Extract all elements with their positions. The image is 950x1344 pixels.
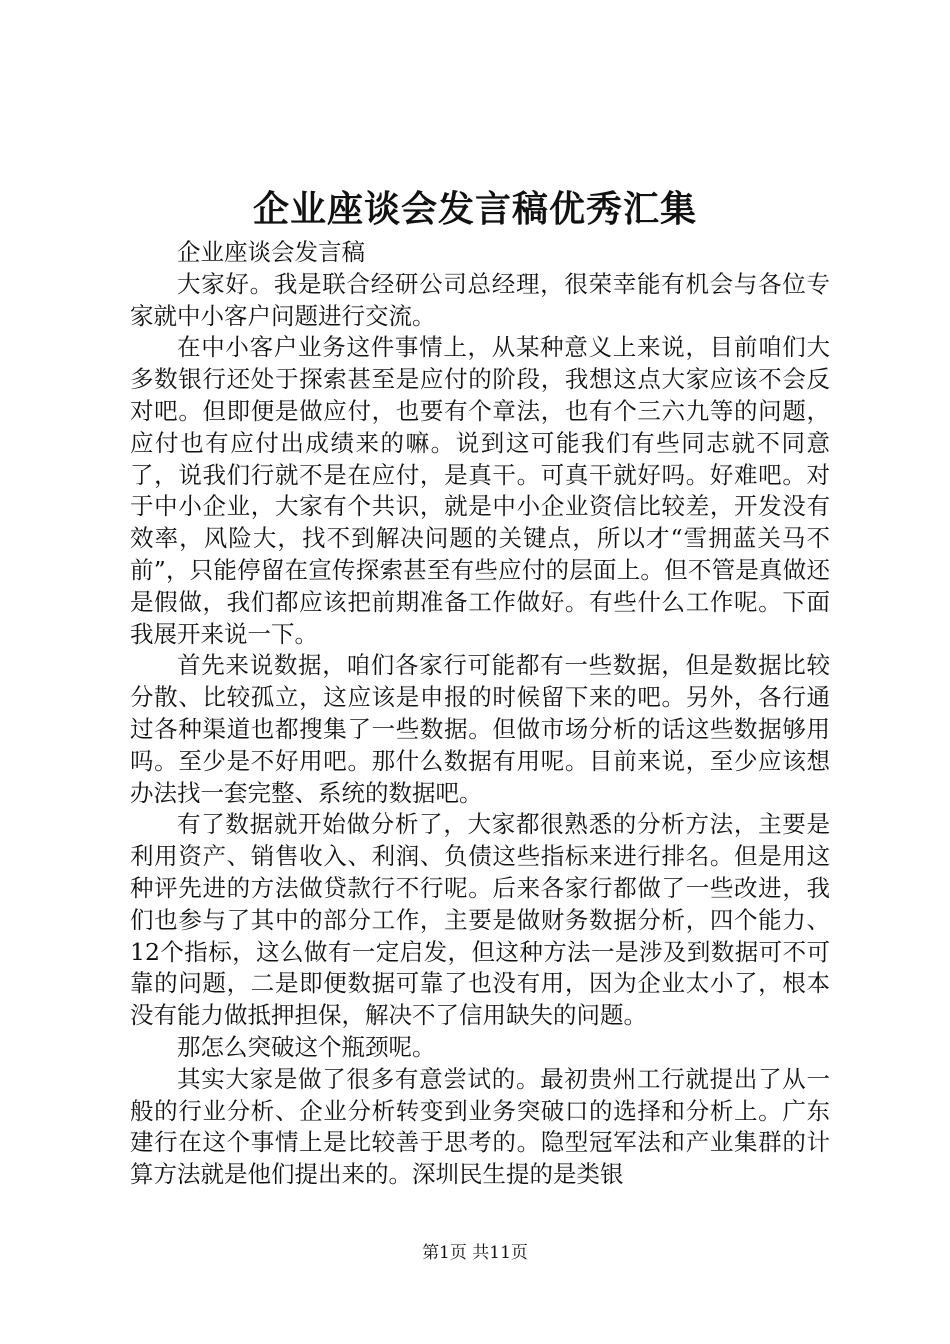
- paragraph: 首先来说数据，咱们各家行可能都有一些数据，但是数据比较分散、比较孤立，这应该是申报的时候留下来的吧。另外，各行通过各种渠道也都搜集了一些数据。但做市场分析的话这些数据够用吗。至少是不好用吧。那什么数据有用呢。目前来说，至少应该想办法找一套完整、系统的数据吧。: [130, 651, 830, 807]
- paragraph: 其实大家是做了很多有意尝试的。最初贵州工行就提出了从一般的行业分析、企业分析转变到业务突破口的选择和分析上。广东建行在这个事情上是比较善于思考的。隐型冠军法和产业集群的计算方法就是他们提出来的。深圳民生提的是类银: [130, 1064, 830, 1189]
- paragraph: 在中小客户业务这件事情上，从某种意义上来说，目前咱们大多数银行还处于探索甚至是应付的阶段，我想这点大家应该不会反对吧。但即便是做应付，也要有个章法，也有个三六九等的问题，应付也有应付出成绩来的嘛。说到这可能我们有些同志就不同意了，说我们行就不是在应付，是真干。可真干就好吗。好难吧。对于中小企业，大家有个共识，就是中小企业资信比较差，开发没有效率，风险大，找不到解决问题的关键点，所以才“雪拥蓝关马不前”，只能停留在宣传探索甚至有些应付的层面上。但不管是真做还是假做，我们都应该把前期准备工作做好。有些什么工作呢。下面我展开来说一下。: [130, 333, 830, 648]
- document-title: 企业座谈会发言稿优秀汇集: [252, 188, 697, 230]
- paragraph-subtitle: 企业座谈会发言稿: [177, 238, 365, 266]
- document-body: [130, 237, 830, 1191]
- page-footer: 第1页 共11页: [422, 1243, 528, 1263]
- paragraph: 大家好。我是联合经研公司总经理，很荣幸能有机会与各位专家就中小客户问题进行交流。: [130, 269, 830, 330]
- paragraph: 那怎么突破这个瓶颈呢。: [177, 1032, 436, 1061]
- paragraph: 有了数据就开始做分析了，大家都很熟悉的分析方法，主要是利用资产、销售收入、利润、负债这些指标来进行排名。但是用这种评先进的方法做贷款行不行呢。后来各家行都做了一些改进，我们也参与了其中的部分工作，主要是做财务数据分析，四个能力、12个指标，这么做有一定启发，但这种方法一是涉及到数据可不可靠的问题，二是即便数据可靠了也没有用，因为企业太小了，根本没有能力做抵押担保，解决不了信用缺失的问题。: [130, 810, 830, 1030]
